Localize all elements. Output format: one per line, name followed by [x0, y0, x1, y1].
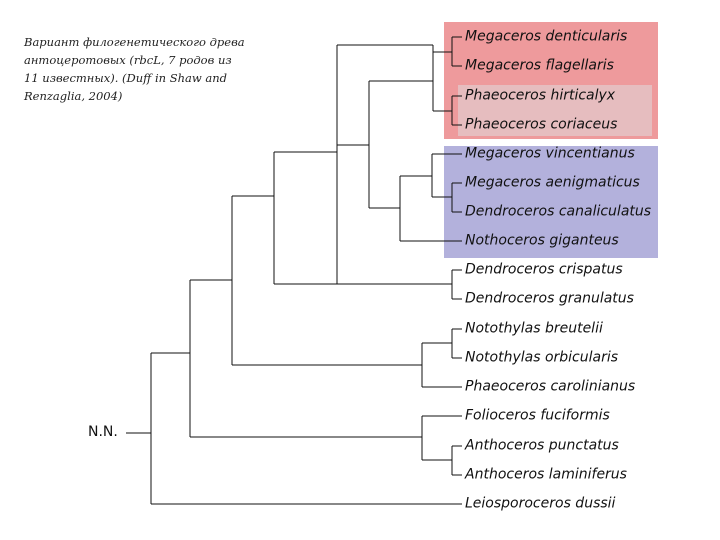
branch: [190, 280, 422, 437]
taxon-label: Megaceros flagellaris: [465, 57, 614, 74]
taxon-label: Phaeoceros hirticalyx: [465, 87, 616, 104]
root-label: N.N.: [88, 424, 118, 440]
branch: [274, 152, 337, 284]
taxon-label: Anthoceros punctatus: [465, 437, 619, 454]
branch: [400, 176, 462, 241]
branch: [452, 270, 462, 299]
branch: [337, 45, 433, 52]
taxon-label: Dendroceros granulatus: [465, 290, 634, 307]
taxon-label: Folioceros fuciformis: [465, 407, 610, 424]
taxon-label: Megaceros aenigmaticus: [465, 174, 640, 191]
branch: [452, 183, 462, 212]
branch: [452, 96, 462, 125]
figure-caption: Вариант филогенетического древа антоцеротовых (rbcL, 7 родов из 11 известных). (Duff in Shaw and Renzaglia, 2004): [24, 35, 245, 103]
taxon-label: Dendroceros crispatus: [465, 261, 623, 278]
branch: [232, 196, 422, 365]
taxon-label: Dendroceros canaliculatus: [465, 203, 652, 220]
branch: [432, 154, 462, 197]
branch: [151, 353, 462, 504]
taxon-label: Nothoceros giganteus: [465, 232, 619, 249]
branch: [452, 37, 462, 66]
branch: [422, 343, 462, 387]
taxon-label: Leiosporoceros dussii: [465, 495, 616, 512]
taxon-label: Megaceros denticularis: [465, 28, 628, 45]
branch: [369, 81, 433, 208]
branch: [452, 329, 462, 358]
taxon-label: Phaeoceros carolinianus: [465, 378, 636, 395]
branch: [452, 446, 462, 475]
taxon-label: Notothylas breutelii: [465, 320, 603, 337]
branch: [422, 416, 462, 460]
taxon-label: Phaeoceros coriaceus: [465, 116, 618, 133]
taxon-label: Notothylas orbicularis: [465, 349, 619, 366]
taxon-label: Megaceros vincentianus: [465, 145, 635, 162]
taxon-label: Anthoceros laminiferus: [465, 466, 627, 483]
branch: [433, 52, 452, 111]
